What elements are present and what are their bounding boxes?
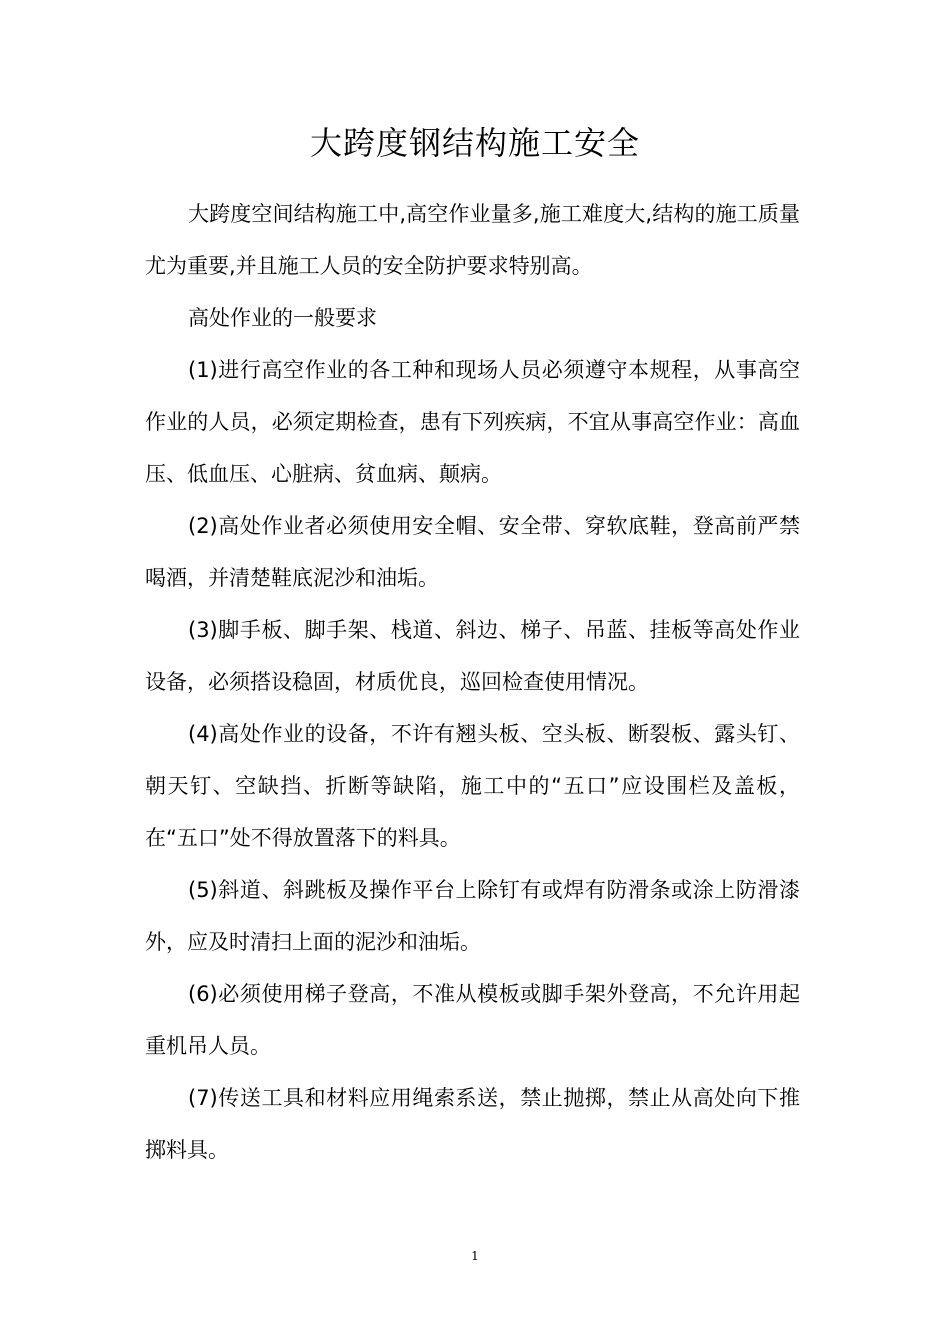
rule-paragraph-3: (3)脚手板、脚手架、栈道、斜边、梯子、吊蓝、挂板等高处作业设备，必须搭设稳固，材质优良，巡回检查使用情况。 — [145, 618, 800, 694]
rule-paragraph-4: (4)高处作业的设备，不许有翘头板、空头板、断裂板、露头钉、朝天钉、空缺挡、折断等缺陷，施工中的“五口”应设围栏及盖板，在“五口”处不得放置落下的料具。 — [145, 722, 800, 850]
rule-paragraph-2: (2)高处作业者必须使用安全帽、安全带、穿软底鞋，登高前严禁喝酒，并清楚鞋底泥沙和油垢。 — [145, 514, 800, 590]
rule-paragraph-5: (5)斜道、斜跳板及操作平台上除钉有或焊有防滑条或涂上防滑漆外，应及时清扫上面的泥沙和油垢。 — [145, 878, 800, 954]
document-title: 大跨度钢结构施工安全 — [309, 124, 640, 162]
rule-paragraph-7: (7)传送工具和材料应用绳索系送，禁止抛掷，禁止从高处向下推掷料具。 — [145, 1086, 800, 1162]
rule-paragraph-6: (6)必须使用梯子登高，不准从模板或脚手架外登高，不允许用起重机吊人员。 — [145, 982, 800, 1058]
page-number: 1 — [471, 1249, 479, 1263]
rule-paragraph-1: (1)进行高空作业的各工种和现场人员必须遵守本规程，从事高空作业的人员，必须定期检查，患有下列疾病，不宜从事高空作业：高血压、低血压、心脏病、贫血病、颠病。 — [145, 358, 800, 486]
intro-paragraph: 大跨度空间结构施工中,高空作业量多,施工难度大,结构的施工质量尤为重要,并且施工人员的安全防护要求特别高。 — [145, 202, 800, 278]
section-heading: 高处作业的一般要求 — [188, 306, 377, 330]
document-body — [145, 188, 800, 1176]
